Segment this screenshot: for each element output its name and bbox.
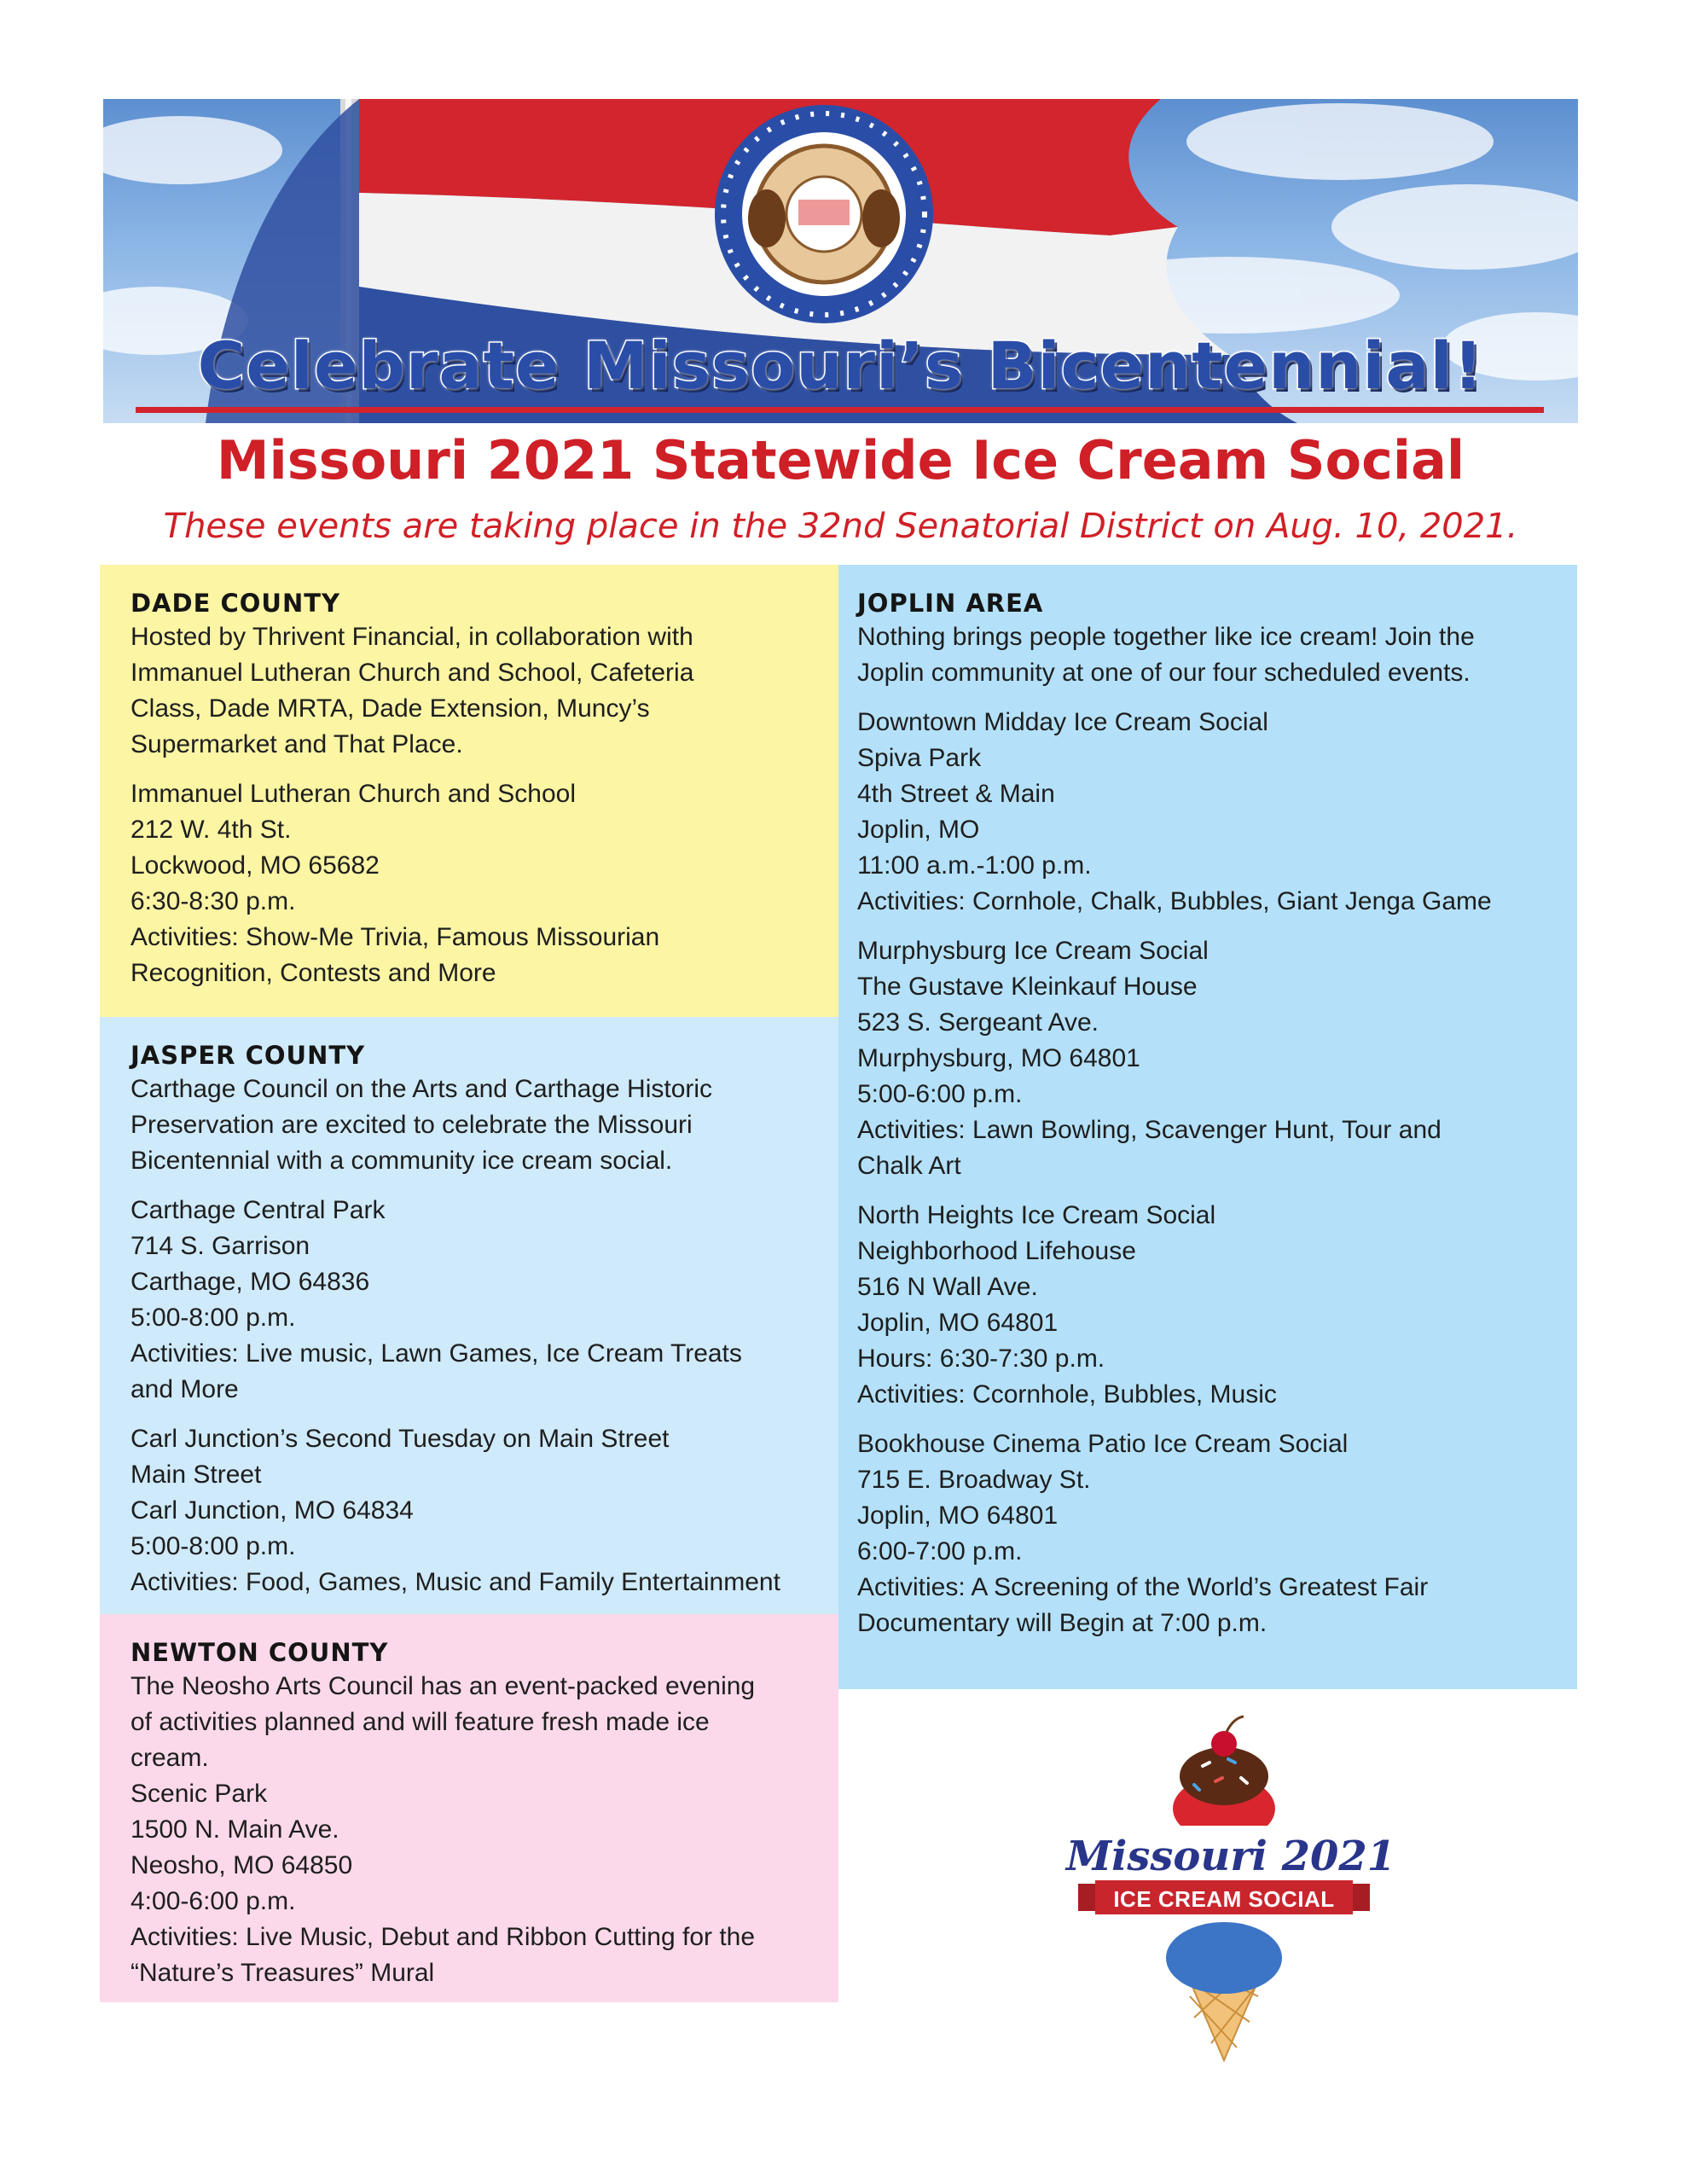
jasper-event-carl-junction: Carl Junction’s Second Tuesday on Main Street Main Street Carl Junction, MO 64834 5:00-8:00 p.m. Activities: Food, Games, Music and Family Entertainment [131,1425,780,1596]
jasper-intro: Carthage Council on the Arts and Carthage Historic Preservation are excited to celebrate the Missouri Bicentennial with a community ice cream social. [131,1075,713,1175]
newton-county-heading: NEWTON COUNTY [131,1638,389,1667]
newton-details: The Neosho Arts Council has an event-packed evening of activities planned and will feature fresh made ice cream. Scenic Park 1500 N. Main Ave. Neosho, MO 64850 4:00-6:00 p.m. Activities: Live Music, Debut and Ribbon Cutting for the “Nature’s Treasures” Mural [131,1672,756,1987]
jasper-county-panel [100,1017,838,1614]
joplin-event-bookhouse: Bookhouse Cinema Patio Ice Cream Social 715 E. Broadway St. Joplin, MO 64801 6:00-7:00 p.m. Activities: A Screening of the World’s Greatest Fair Documentary will Begin at 7:00 p.m. [857,1430,1429,1637]
logo-ribbon-text: ICE CREAM SOCIAL [1113,1886,1335,1912]
jasper-county-heading: JASPER COUNTY [131,1041,366,1070]
joplin-event-murphysburg: Murphysburg Ice Cream Social The Gustave Kleinkauf House 523 S. Sergeant Ave. Murphysburg, MO 64801 5:00-6:00 p.m. Activities: Lawn Bowling, Scavenger Hunt, Tour and Chalk Art [857,937,1441,1180]
banner [103,99,1578,423]
banner-title: Celebrate Missouri’s Bicentennial! [197,328,1484,404]
banner-divider [136,407,1544,413]
joplin-area-panel [838,565,1577,1689]
logo-wordmark: Missouri 2021 [1066,1833,1396,1880]
joplin-intro: Nothing brings people together like ice cream! Join the Joplin community at one of our four scheduled events. [857,623,1475,687]
page-subtitle: These events are taking place in the 32nd Senatorial District on Aug. 10, 2021. [163,507,1518,546]
dade-county-panel [100,565,838,1017]
joplin-event-downtown: Downtown Midday Ice Cream Social Spiva Park 4th Street & Main Joplin, MO 11:00 a.m.-1:00 p.m. Activities: Cornhole, Chalk, Bubbles, Giant Jenga Game [857,708,1492,915]
dade-county-heading: DADE COUNTY [131,589,341,618]
dade-event: Immanuel Lutheran Church and School 212 W. 4th St. Lockwood, MO 65682 6:30-8:30 p.m. Activities: Show-Me Trivia, Famous Missourian Recognition, Contests and More [131,780,660,987]
page-title: Missouri 2021 Statewide Ice Cream Social [216,429,1465,491]
dade-intro: Hosted by Thrivent Financial, in collaboration with Immanuel Lutheran Church and School, Cafeteria Class, Dade MRTA, Dade Extension, Muncy’s Supermarket and That Place. [131,623,694,758]
joplin-event-north-heights: North Heights Ice Cream Social Neighborhood Lifehouse 516 N Wall Ave. Joplin, MO 64801 Hours: 6:30-7:30 p.m. Activities: Ccornhole, Bubbles, Music [857,1201,1277,1409]
joplin-area-heading: JOPLIN AREA [857,589,1044,618]
newton-county-panel [100,1614,838,2002]
jasper-event-carthage: Carthage Central Park 714 S. Garrison Carthage, MO 64836 5:00-8:00 p.m. Activities: Live music, Lawn Games, Ice Cream Treats and More [131,1196,742,1403]
